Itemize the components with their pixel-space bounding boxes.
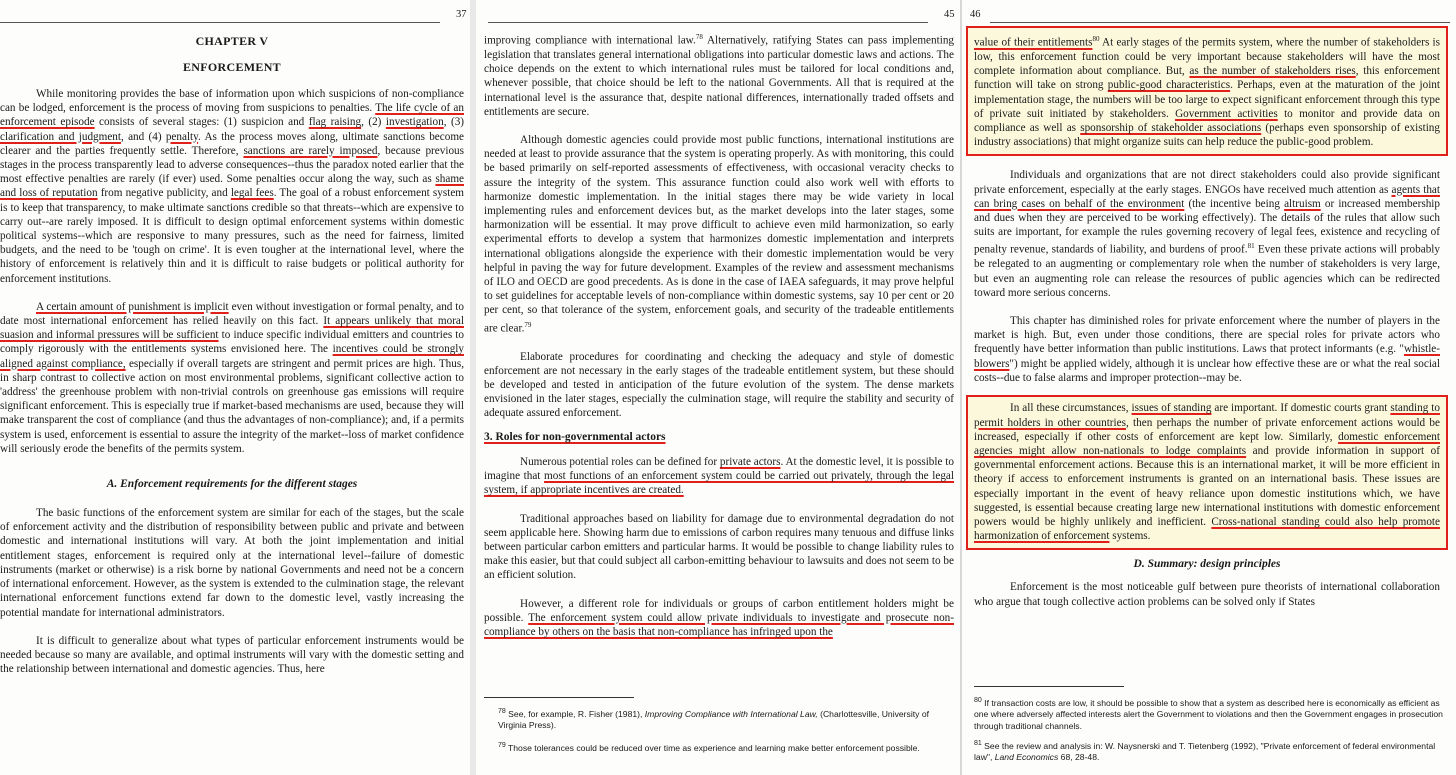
annotation-underline: sponsorship of stakeholder associations (1080, 121, 1262, 134)
paragraph: Traditional approaches based on liability for damage due to environmental degradation do not seem applicable here. Showing harm due to emissions of carbon requires many tenuous and diffuse links between particular carbon emitters and particular harms. It would be possible to change liability rules to make this easier, but that could subject all carbon-emitting behaviour to lawsuits and does not seem to be an efficient solution. (484, 512, 954, 582)
highlight-box (966, 395, 1448, 550)
paragraph: A certain amount of punishment is implicit even without investigation or formal penalty, and to date most international enforcement has relied heavily on this fact. It appears unlikely that moral suasion and informal pressures will be sufficient to induce specific individual emitters and countries to comply rigorously with the entitlements systems envisioned here. The incentives could be strongly aligned against compliance, especially if overall targets are stringent and permit prices are high. Thus, in sharp contrast to collective action on most environmental problems, significant collective action to 'address' the greenhouse problem with non-trivial controls on greenhouse gas emissions will require significant enforcement. This is especially true if market-based mechanisms are used, because they will make transparent the cost of compliance (and thus the advantages of non-compliance); and, if a permits system is used, enforcement is essential to assure the integrity of the market--loss of market confidence will seriously erode the benefits of the permits system. (0, 300, 464, 455)
paragraph: While monitoring provides the base of information upon which suspicions of non-compliance can be lodged, enforcement is the process of moving from suspicions to penalties. The life cycle of an enforcement episode consists of several stages: (1) suspicion and flag raising, (2) investigation, (3) clarification and judgment, and (4) penalty. As the process moves along, ultimate sanctions become clearer and the parties frequently settle. Therefore, sanctions are rarely imposed, because previous stages in the process transparently lead to adverse consequences--thus the paradox noted earlier that the most effective penalties are rarely (if ever) used. Some penalties occur along the way, such as shame and loss of reputation from negative publicity, and legal fees. The goal of a robust enforcement system is to keep that transparency, to make ultimate sanctions credible so that threats--which are expensive to carry out--are rarely imposed. It is difficult to design optimal enforcement systems within domestic political systems--which are responsive to many pressures, such as the need for fairness, limited budgets, and the need to be 'tough on crime'. It is even tougher at the international level, where the history of enforcement is relatively thin and it is difficult to raise budgets or political authority for enforcement institutions. (0, 88, 465, 285)
footnote: $^{79}$ Those tolerances could be reduced over time as experience and learning make better enforcement possible. (498, 741, 920, 753)
page-body (484, 30, 954, 650)
footnotes (484, 697, 954, 760)
paragraph: Elaborate procedures for coordinating and checking the adequacy and style of domestic enforcement are not necessary in the early stages of the tradeable entitlement system, but these should be developed and tested in anticipation of the future evolution of the system. The dense markets envisioned in the later stages, especially the culmination stage, will require the stability and security of adequate assured enforcement. (484, 350, 954, 420)
paragraph: The basic functions of the enforcement system are similar for each of the stages, but the scale of enforcement activity and the distribution of responsibility between public and private and between domestic and international institutions will vary. At both the joint implementation and initial entitlement stages, enforcement is required only at the international level--failure of domestic instruments (market or otherwise) is a risk borne by national Governments and need not be a concern of international enforcement. However, as the system is extended to the culmination stage, the relevant international enforcement functions extend far down to the domestic level, vastly increasing the potential mandate for international administrators. (0, 507, 464, 619)
annotation-underline: domestic enforcement agencies might allow non-nationals to lodge complaints (974, 430, 1440, 458)
annotation-underline: issues of standing (1131, 402, 1212, 415)
annotation-underline: sanctions are rarely imposed (243, 144, 378, 157)
annotation-underline: clarification and judgment (0, 130, 121, 143)
annotation-underline: The life cycle of an enforcement episode (0, 102, 464, 129)
page-number: 37 (456, 9, 467, 20)
document-page-45 (476, 0, 960, 775)
document-page-37 (0, 0, 470, 775)
section-heading: D. Summary: design principles (1133, 558, 1281, 571)
footnotes (974, 686, 1444, 770)
paragraph: improving compliance with international law.$^{78}$ Alternatively, ratifying States can pass implementing legislation that translates general international obligations into particular domestic laws and actions. The choice depends on the extent to which international rules must be tailored for local conditions and, whenever possible, that choice should be left to the national Governments. All that is required at the international level is the assurance that, despite national differences, internationally traded offsets and entitlements are secure. (484, 33, 955, 118)
annotation-underline: most functions of an enforcement system could be carried out privately, through the legal system, if appropriate incentives are created. (484, 470, 954, 497)
annotation-underline: Government activities (1175, 107, 1278, 120)
annotation-underline: incentives could be strongly aligned against compliance, (0, 343, 464, 370)
annotation-underline: The enforcement system could allow private individuals to investigate and prosecute non-compliance by others on the basis that non-compliance has infringed upon the (484, 611, 955, 639)
annotation-underline: legal fees (230, 187, 274, 200)
paragraph: Numerous potential roles can be defined for private actors. At the domestic level, it is possible to imagine that most functions of an enforcement system could be carried out privately, through the legal system, if appropriate incentives are created. (484, 456, 954, 497)
section-heading: 3. Roles for non-governmental actors (484, 431, 666, 444)
annotation-underline: shame and loss of reputation (0, 173, 464, 200)
annotation-underline: as the number of stakeholders rises (1189, 65, 1356, 78)
annotation-underline: investigation (385, 116, 444, 129)
footnote: $^{81}$ See the review and analysis in: W. Naysnerski and T. Tietenberg (1992), "Private enforcement of federal environmental law", Land Economics 68, 28-48. (974, 740, 1436, 763)
annotation-underline: agents that can bring cases on behalf of the environment (974, 183, 1440, 210)
annotation-underline: standing to permit holders in other countries (974, 402, 1440, 429)
paragraph: It is difficult to generalize about what types of particular enforcement instruments would be needed because so many are available, and optimal instruments will vary with the domestic setting and the relationship between international and domestic agencies. Thus, here (0, 634, 464, 676)
header-rule (990, 22, 1450, 23)
paragraph: Individuals and organizations that are not direct stakeholders could also provide significant private enforcement, especially at the early stages. ENGOs have received much attention as agents that can bring cases on behalf of the environment (the incentive being altruism or increased membership and dues when they are perceived to be working effectively). The details of the rules that allow such suits are important, for example the rules governing recovery of legal fees, existence and recycling of penalty revenue, standards of liability, and burdens of proof.$^{81}$ Even these private actions will probably be relegated to an augmenting or complementary role when the number of stakeholders is very large, but even an augmenting role can release the resources of public agencies which can be redirected toward more serious concerns. (974, 169, 1440, 299)
chapter-title: ENFORCEMENT (183, 60, 281, 74)
paragraph: This chapter has diminished roles for private enforcement where the number of players in the market is high. But, even under those conditions, there are special roles for private actors who frequently have better information than public institutions. Laws that protect informants (e.g. "whistle-blowers") might be applied widely, although it is unclear how effective these are or what the real social costs--due to false alarms and improper protection--may be. (974, 314, 1440, 384)
paragraph: Although domestic agencies could provide most public functions, international institutions are needed at least to provide assurance that the system is operating properly. As with monitoring, this could be based primarily on self-reported assessments of effectiveness, with occasional veracity checks to assure the integrity of the system. This assurance function could also work well with efforts to harmonize domestic implementation. In the initial stages there may be wide variety in local implementing rules and enforcement devices but, as the market develops into the later stages, some harmonization will be essential. It may prove difficult to achieve even mild harmonization, so early experimental efforts to develop a system that harmonizes domestic implementation and interprets international obligations alongside the experience with their domestic implementation would be very helpful in paving the way for future development. Examples of the review and assessment mechanisms of ILO and OECD are good precedents. As is done in the case of IAEA safeguards, it may prove helpful to set guidelines for acceptable levels of non-compliance within domestic systems, say 10 per cent or 20 per cent, so that tolerance of the system, enforcement goals, and security of the tradeable entitlements are clear.$^{79}$ (484, 133, 954, 335)
footnote: $^{80}$ If transaction costs are low, it should be possible to show that a system as described here is economically as efficient as one where adversely affected interests alert the Government to violations and then the Government engages in prosecution through traditional channels. (974, 697, 1443, 731)
section-heading: A. Enforcement requirements for the different stages (106, 478, 358, 491)
chapter-heading: CHAPTER V (195, 34, 269, 48)
paragraph: However, a different role for individuals or groups of carbon entitlement holders might be possible. The enforcement system could allow private individuals to investigate and prosecute non-compliance by others on the basis that non-compliance has infringed upon the (484, 597, 955, 639)
highlight-box (966, 26, 1448, 156)
page-number: 46 (970, 9, 981, 20)
annotation-underline: Cross-national standing could also help promote harmonization of enforcement (974, 516, 1440, 543)
paragraph: In all these circumstances, issues of standing are important. If domestic courts grant standing to permit holders in other countries, then perhaps the number of private enforcement actions would be increased, especially if other costs of enforcement are kept low. Similarly, domestic enforcement agencies might allow non-nationals to lodge complaints and provide information in support of governmental enforcement actions. Because this is an international market, it will be more efficient in theory if access to enforcement instruments is granted on an international basis. These issues are especially important in the event of heavy reliance upon domestic institutions which, we have suggested, is essential because creating large new international institutions with domestic enforcement powers would be highly unlikely and inefficient. Cross-national standing could also help promote harmonization of enforcement systems. (974, 402, 1440, 543)
annotation-underline: It appears unlikely that moral suasion and informal pressures will be sufficient (0, 315, 464, 342)
annotation-underline: value of their entitlements (974, 36, 1093, 49)
footnote: $^{78}$ See, for example, R. Fisher (1981), Improving Compliance with International Law, (Charlottesville, University of Virginia Press). (498, 708, 929, 731)
page-body (0, 34, 464, 687)
annotation-underline: private actors (719, 456, 781, 469)
page-body (966, 26, 1448, 619)
document-page-46 (962, 0, 1456, 775)
header-rule (488, 22, 928, 23)
annotation-underline: flag raising (308, 116, 362, 129)
paragraph: Enforcement is the most noticeable gulf between pure theorists of international collaboration who argue that tough collective action problems can be solved only if States (974, 581, 1440, 608)
annotation-underline: public-good characteristics (1107, 79, 1231, 92)
annotation-underline: altruism (1284, 197, 1321, 210)
footnote-rule (484, 697, 634, 698)
annotation-underline: penalty (165, 130, 199, 143)
annotation-underline: whistle-blowers (974, 343, 1440, 370)
annotation-underline: A certain amount of punishment is implicit (36, 300, 229, 313)
paragraph: value of their entitlements$^{80}$ At early stages of the permits system, where the number of stakeholders is low, this enforcement function could be very important because stakeholders will have the most complete information about compliance. But, as the number of stakeholders rises, this enforcement function will take on strong public-good characteristics. Perhaps, even at the maturation of the joint implementation stage, the numbers will be too large to expect significant enforcement through this type of private suit initiated by stakeholders. Government activities to monitor and provide data on compliance as well as sponsorship of stakeholder associations (perhaps even sponsorship of existing industry associations) that might organize suits can help reduce the public-good problem. (974, 35, 1441, 149)
page-number: 45 (944, 9, 955, 20)
footnote-rule (974, 686, 1124, 687)
header-rule (0, 22, 440, 23)
